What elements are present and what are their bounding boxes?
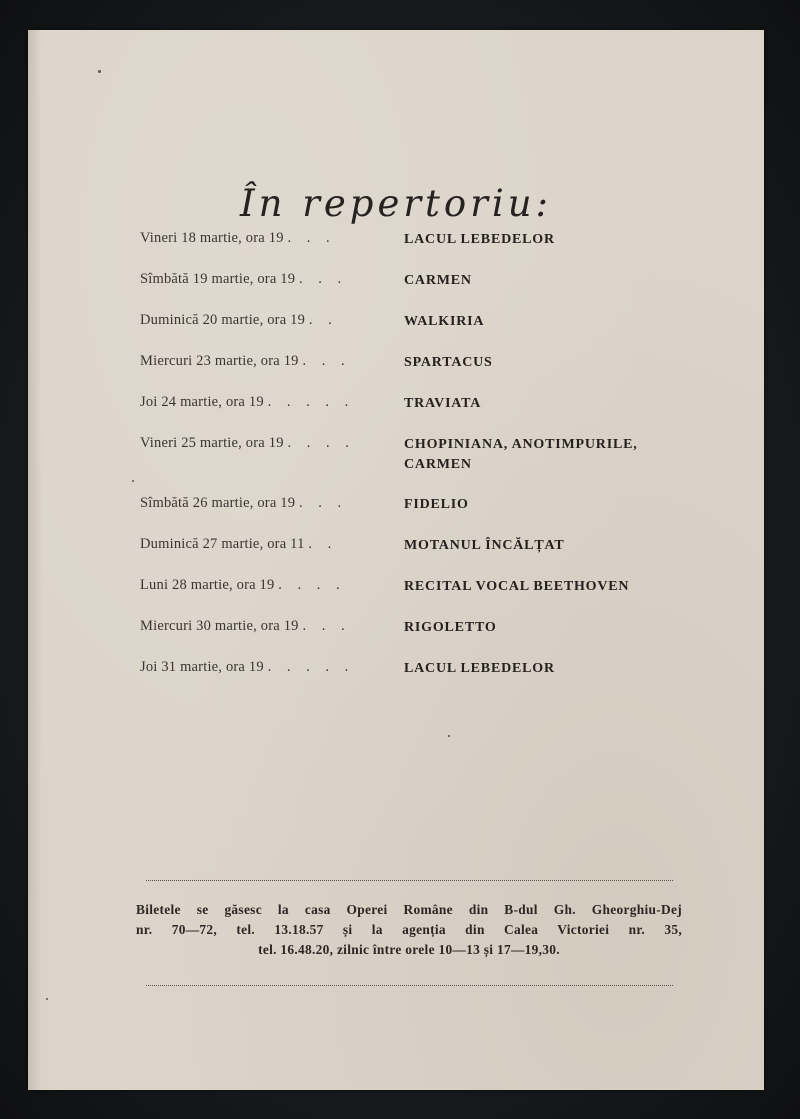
- schedule-row: [140, 534, 700, 575]
- schedule-row: [140, 657, 700, 698]
- program-page: [28, 30, 764, 1090]
- performance-date: Duminică 20 martie, ora 19 . .: [140, 312, 338, 328]
- ticket-info-line: tel. 16.48.20, zilnic între orele 10—13 și 17—19,30.: [258, 942, 560, 957]
- schedule-row: [140, 351, 700, 392]
- schedule-row: [140, 310, 700, 351]
- performance-title: SPARTACUS: [404, 355, 493, 370]
- performance-date: Joi 31 martie, ora 19 . . . . .: [140, 659, 355, 675]
- paper-speck: [98, 70, 101, 73]
- paper-speck: [448, 735, 450, 737]
- performance-title: TRAVIATA: [404, 396, 482, 411]
- paper-speck: [46, 998, 48, 1000]
- performance-title: CARMEN: [404, 273, 472, 288]
- ticket-info-line: Biletele se găsesc la casa Operei Române din B-dul Gh. Gheorghiu-Dej: [136, 902, 682, 917]
- performance-date: Duminică 27 martie, ora 11 . .: [140, 536, 338, 552]
- performance-title: LACUL LEBEDELOR: [404, 232, 555, 247]
- schedule-row: [140, 575, 700, 616]
- performance-title: CHOPINIANA, ANOTIMPURILE, CARMEN: [404, 437, 638, 472]
- schedule-row: [140, 433, 700, 493]
- schedule-row: [140, 493, 700, 534]
- performance-date: Sîmbătă 19 martie, ora 19 . . .: [140, 271, 348, 287]
- performance-title: LACUL LEBEDELOR: [404, 661, 555, 676]
- ticket-info-line: nr. 70—72, tel. 13.18.57 și la agenția din Calea Victoriei nr. 35,: [136, 922, 682, 937]
- performance-date: Vineri 25 martie, ora 19 . . . .: [140, 435, 355, 451]
- performance-title: RIGOLETTO: [404, 620, 497, 635]
- performance-title: RECITAL VOCAL BEETHOVEN: [404, 579, 630, 594]
- performance-date: Joi 24 martie, ora 19 . . . . .: [140, 394, 355, 410]
- repertoire-schedule: [140, 228, 700, 698]
- schedule-row: [140, 616, 700, 657]
- paper-speck: [132, 480, 134, 482]
- dotted-divider-top: [146, 880, 673, 881]
- schedule-row: [140, 269, 700, 310]
- schedule-row: [140, 392, 700, 433]
- performance-date: Sîmbătă 26 martie, ora 19 . . .: [140, 495, 348, 511]
- schedule-row: [140, 228, 700, 269]
- performance-date: Miercuri 30 martie, ora 19 . . .: [140, 618, 351, 634]
- page-title: În repertoriu:: [239, 182, 553, 225]
- performance-date: Vineri 18 martie, ora 19 . . .: [140, 230, 336, 246]
- ticket-info: [136, 900, 682, 960]
- performance-title: WALKIRIA: [404, 314, 485, 329]
- performance-date: Miercuri 23 martie, ora 19 . . .: [140, 353, 351, 369]
- performance-title: FIDELIO: [404, 497, 469, 512]
- performance-title: MOTANUL ÎNCĂLȚAT: [404, 538, 565, 553]
- performance-date: Luni 28 martie, ora 19 . . . .: [140, 577, 346, 593]
- dotted-divider-bottom: [146, 985, 673, 986]
